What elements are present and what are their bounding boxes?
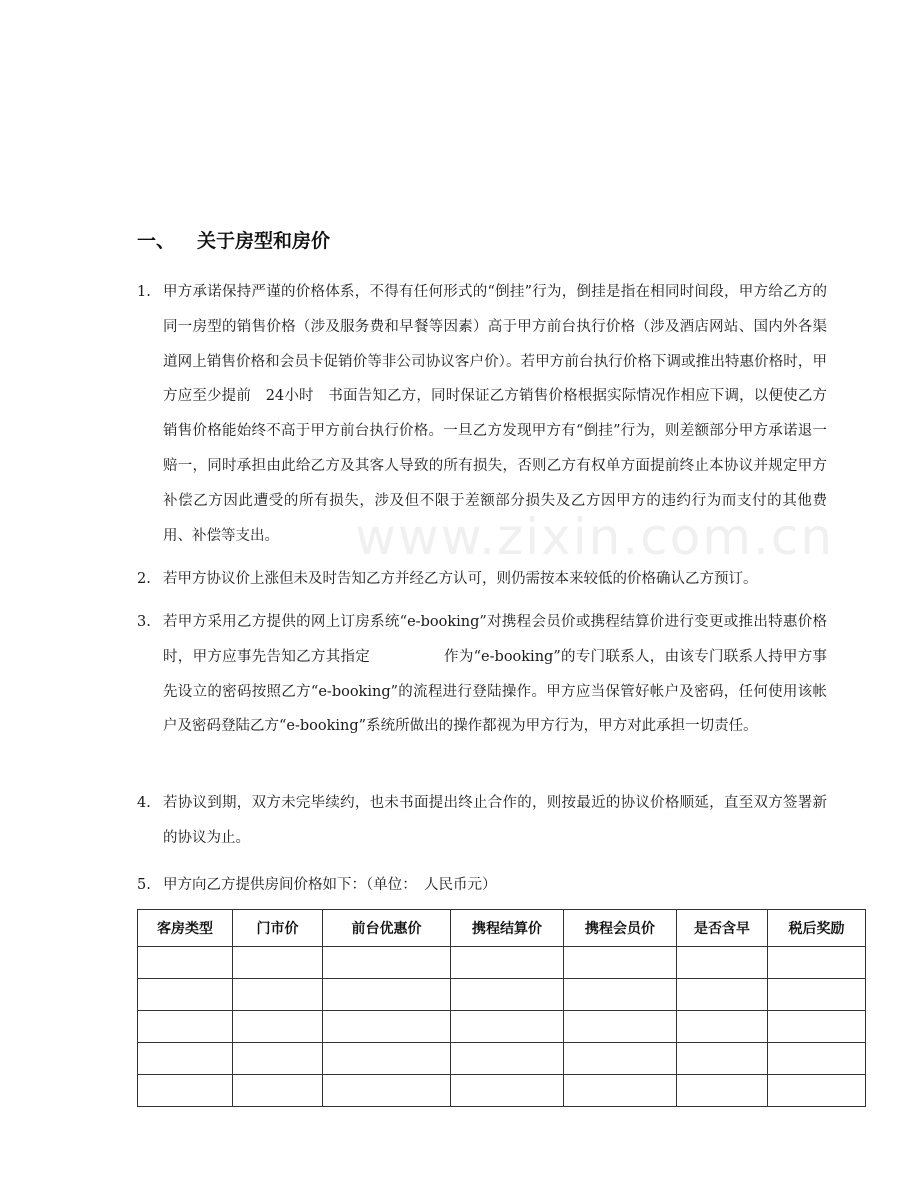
table-cell [768,1043,866,1075]
table-cell [323,947,451,979]
table-cell [233,947,323,979]
table-cell [768,1075,866,1107]
table-cell [323,979,451,1011]
table-header-row [138,910,866,947]
table-cell [233,1075,323,1107]
table-cell [564,979,677,1011]
table-row [138,947,866,979]
header-ctrip-member-rate: 携程会员价 [564,910,677,947]
table-cell [138,947,233,979]
table-cell [233,979,323,1011]
table-cell [451,947,564,979]
table-cell [323,1043,451,1075]
table-cell [138,1043,233,1075]
watermark: www.zixin.com.cn [355,508,835,566]
table-cell [138,1075,233,1107]
table-cell [677,947,768,979]
clause-4 [137,786,827,856]
header-rack-rate: 门市价 [233,910,323,947]
table-cell [564,1075,677,1107]
clause-marker: 5. [137,877,151,893]
table-cell [233,1043,323,1075]
table-cell [233,1011,323,1043]
clause-text: 若甲方协议价上涨但未及时告知乙方并经乙方认可，则仍需按本来较低的价格确认乙方预订。 [163,571,758,587]
clause-marker: 1. [137,284,151,300]
clause-text: 甲方向乙方提供房间价格如下：（单位： 人民币元） [163,877,497,893]
table-cell [451,1011,564,1043]
section-heading [137,226,330,253]
header-front-desk-rate: 前台优惠价 [323,910,451,947]
table-row [138,1075,866,1107]
clause-text: 甲方承诺保持严谨的价格体系，不得有任何形式的“倒挂”行为，倒挂是指在相同时间段，甲方给乙方的同一房型的销售价格（涉及服务费和早餐等因素）高于甲方前台执行价格（涉及酒店网站、国内外各渠道网上销售价格和会员卡促销价等非公司协议客户价）。若甲方前台执行价格下调或推出特惠价格时，甲方应至少提前 24小时 书面告知乙方，同时保证乙方销售价格根据实际情况作相应下调，以便使乙方销售价格能始终不高于甲方前台执行价格。一旦乙方发现甲方有“倒挂”行为，则差额部分甲方承诺退一赔一，同时承担由此给乙方及其客人导致的所有损失，否则乙方有权单方面提前终止本协议并规定甲方补偿乙方因此遭受的所有损失，涉及但不限于差额部分损失及乙方因甲方的违约行为而支付的其他费用、补偿等支出。 [163,284,827,544]
table-cell [323,1075,451,1107]
table-cell [451,979,564,1011]
header-breakfast-included: 是否含早 [677,910,768,947]
table-cell [677,1075,768,1107]
table-cell [323,1011,451,1043]
header-room-type: 客房类型 [138,910,233,947]
clause-text: 若协议到期，双方未完毕续约，也未书面提出终止合作的，则按最近的协议价格顺延，直至双方签署新的协议为止。 [163,795,827,846]
clause-marker: 4. [137,795,151,811]
table-row [138,1043,866,1075]
table-cell [768,947,866,979]
table-cell [451,1043,564,1075]
header-ctrip-settlement-rate: 携程结算价 [451,910,564,947]
clause-2 [137,562,827,597]
header-after-tax-reward: 税后奖励 [768,910,866,947]
table-cell [138,979,233,1011]
clause-marker: 3. [137,614,151,630]
table-row [138,1011,866,1043]
table-cell [564,1043,677,1075]
clause-5 [137,868,827,903]
table-cell [677,979,768,1011]
table-cell [768,1011,866,1043]
clause-3 [137,605,827,744]
table-cell [564,947,677,979]
table-cell [677,1043,768,1075]
table-cell [138,1011,233,1043]
table-cell [564,1011,677,1043]
clause-marker: 2. [137,571,151,587]
section-number: 一、 [137,230,176,252]
table-cell [768,979,866,1011]
table-cell [677,1011,768,1043]
table-row [138,979,866,1011]
table-cell [451,1075,564,1107]
clause-1 [137,275,827,553]
clause-text: 若甲方采用乙方提供的网上订房系统“e-booking”对携程会员价或携程结算价进行变更或推出特惠价格时，甲方应事先告知乙方其指定 作为“e-booking”的专门联系人，由该专门联系人持甲方事先设立的密码按照乙方“e-booking”的流程进行登陆操作。甲方应当保管好帐户及密码，任何使用该帐户及密码登陆乙方“e-booking”系统所做出的操作都视为甲方行为，甲方对此承担一切责任。 [163,614,827,735]
section-title: 关于房型和房价 [197,230,331,252]
room-price-table [137,909,866,1107]
